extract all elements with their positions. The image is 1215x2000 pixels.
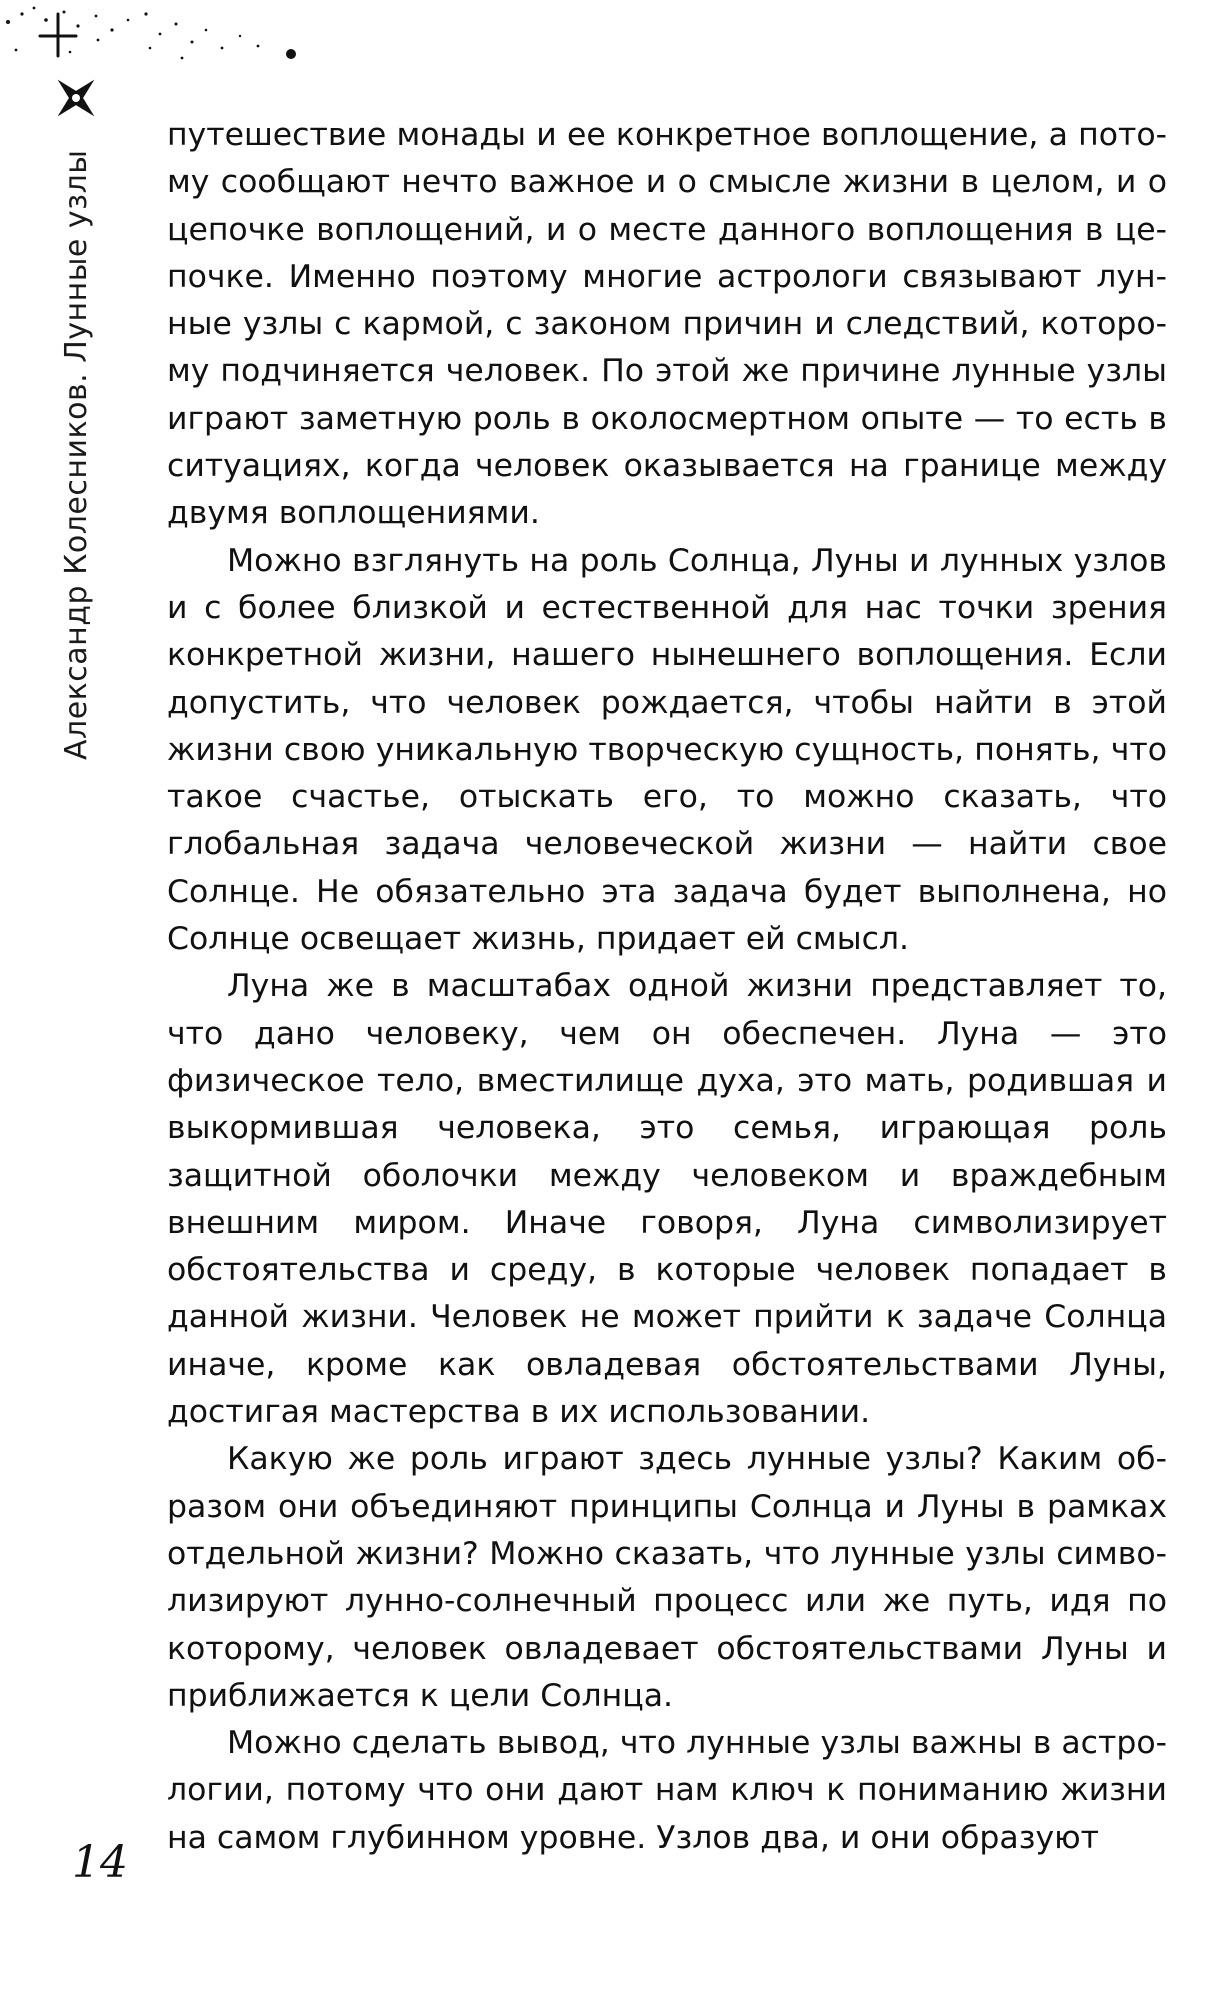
paragraph: путешествие монады и ее конкретное воплощение, а потому сообщают нечто важное и о смысле жизни в целом, и о цепочке воплощений, и о месте данного воплощения в цепочке. Именно поэтому многие астрологи связывают лунные узлы с кармой, с законом причин и следствий, которому подчиняется человек. По этой же причине лунные узлы играют заметную роль в околосмертном опыте — то есть в ситуациях, когда человек оказывается на границе между двумя воплощениями. (167, 117, 1167, 532)
paragraph: Луна же в масштабах одной жизни представляет то, что дано человеку, чем он обеспечен. Луна — это физическое тело, вместилище духа, это мать, родившая и выкормившая человека, это семья, играющая роль защитной оболочки между человеком и враждебным внешним миром. Иначе говоря, Луна символизирует обстоятельства и среду, в которые человек попадает в данной жизни. Человек не может прийти к задаче Солнца иначе, кроме как овладевая обстоятельствами Луны, достигая мастерства в их использовании. (167, 968, 1167, 1431)
paragraph: Можно взглянуть на роль Солнца, Луны и лунных узлов и с более близкой и естественной для нас точки зрения конкретной жизни, нашего нынешнего воплощения. Если допустить, что человек рождается, чтобы найти в этой жизни свою уникальную творческую сущность, понять, что такое счастье, отыскать его, то можно сказать, что глобальная задача человеческой жизни — найти свое Солнце. Не обязательно эта задача будет выполнена, но Солнце освещает жизнь, придает ей смысл. (167, 542, 1167, 958)
paragraph: Какую же роль играют здесь лунные узлы? Каким образом они объединяют принципы Солнца и Луны в рамках отдельной жизни? Можно сказать, что лунные узлы символизируют лунно-солнечный процесс или же путь, идя по которому, человек овладевает обстоятельствами Луны и приближается к цели Солнца. (167, 1441, 1167, 1714)
paragraph: Можно сделать вывод, что лунные узлы важны в астрологии, потому что они дают нам ключ к пониманию жизни на самом глубинном уровне. Узлов два, и они образуют (167, 1725, 1167, 1856)
body-text (167, 112, 1167, 1862)
running-head: Александр Колесников. Лунные узлы (59, 149, 94, 760)
page-number: 14 (72, 1837, 128, 1888)
